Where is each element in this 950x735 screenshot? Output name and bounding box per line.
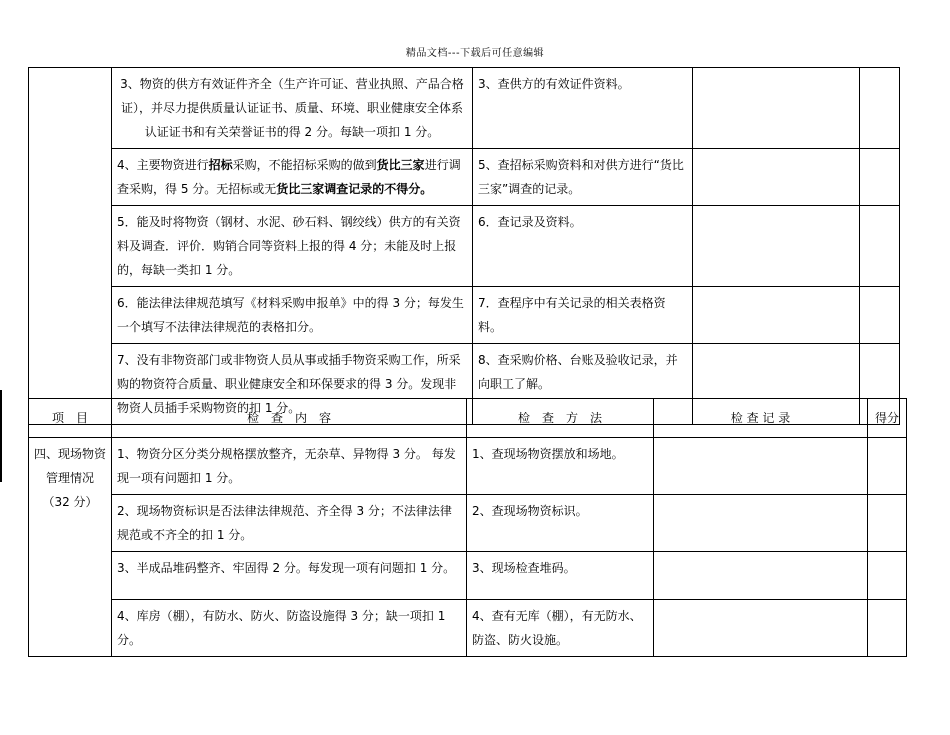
check-method-cell: 3、现场检查堆码。 (467, 552, 654, 600)
item-cell-empty (29, 68, 112, 425)
header-check-method: 检 查 方 法 (467, 399, 654, 438)
category-name: 四、现场物资管理情况 (34, 447, 107, 485)
check-method-cell: 2、查现场物资标识。 (467, 495, 654, 552)
check-record-cell (693, 68, 860, 149)
check-record-cell (693, 149, 860, 206)
check-method-cell: 8、查采购价格、台账及验收记录，并向职工了解。 (473, 344, 693, 425)
table-row (29, 149, 900, 206)
check-record-cell (654, 495, 868, 552)
check-content-cell: 7、没有非物资部门或非物资人员从事或插手物资采购工作，所采购的物资符合质量、职业健康安全和环保要求的得 3 分。发现非物资人员插手采购物资的扣 1 分。 (112, 344, 473, 425)
table-row (29, 438, 907, 495)
page-header-note: 精品文档---下载后可任意编辑 (405, 48, 545, 59)
score-cell (868, 552, 907, 600)
header-item: 项 目 (29, 399, 112, 438)
header-check-record: 检 查 记 录 (654, 399, 868, 438)
check-method-cell: 3、查供方的有效证件资料。 (473, 68, 693, 149)
inspection-table-continued (28, 67, 900, 425)
check-record-cell (654, 600, 868, 657)
header-check-content: 检 查 内 容 (112, 399, 467, 438)
score-cell (860, 68, 900, 149)
check-content-cell: 1、物资分区分类分规格摆放整齐，无杂草、异物得 3 分。 每发现一项有问题扣 1 分。 (112, 438, 467, 495)
check-record-cell (693, 206, 860, 287)
category-points: （32 分） (42, 495, 98, 509)
table-row (29, 206, 900, 287)
score-cell (868, 600, 907, 657)
inspection-table (28, 398, 907, 657)
check-record-cell (693, 287, 860, 344)
check-content-cell: 4、主要物资进行招标采购，不能招标采购的做到货比三家进行调查采购，得 5 分。无招标或无货比三家调查记录的不得分。 (112, 149, 473, 206)
check-content-cell: 3、物资的供方有效证件齐全（生产许可证、营业执照、产品合格证），并尽力提供质量认证证书、质量、环境、职业健康安全体系认证证书和有关荣誉证书的得 2 分。每缺一项扣 1 分。 (112, 68, 473, 149)
check-record-cell (654, 552, 868, 600)
check-content-cell: 5．能及时将物资（钢材、水泥、砂石料、钢绞线）供方的有关资料及调查．评价．购销合同等资料上报的得 4 分；未能及时上报的，每缺一类扣 1 分。 (112, 206, 473, 287)
score-cell (860, 206, 900, 287)
check-content-cell: 2、现场物资标识是否法律法律规范、齐全得 3 分；不法律法律规范或不齐全的扣 1 分。 (112, 495, 467, 552)
check-method-cell: 6．查记录及资料。 (473, 206, 693, 287)
table-row (29, 600, 907, 657)
score-cell (868, 438, 907, 495)
check-method-cell: 7．查程序中有关记录的相关表格资料。 (473, 287, 693, 344)
category-cell (29, 438, 112, 657)
header-score: 得分 (868, 399, 907, 438)
check-content-cell: 3、半成品堆码整齐、牢固得 2 分。每发现一项有问题扣 1 分。 (112, 552, 467, 600)
table-row (29, 495, 907, 552)
table-header-row (29, 399, 907, 438)
left-margin-mark (0, 390, 2, 482)
check-record-cell (654, 438, 868, 495)
score-cell (860, 287, 900, 344)
check-content-cell: 4、库房（棚），有防水、防火、防盗设施得 3 分；缺一项扣 1 分。 (112, 600, 467, 657)
check-method-cell: 5、查招标采购资料和对供方进行“货比三家”调查的记录。 (473, 149, 693, 206)
table-row (29, 287, 900, 344)
table-row (29, 552, 907, 600)
table-row (29, 68, 900, 149)
score-cell (868, 495, 907, 552)
check-method-cell: 1、查现场物资摆放和场地。 (467, 438, 654, 495)
score-cell (860, 149, 900, 206)
check-content-cell: 6．能法律法律规范填写《材料采购申报单》中的得 3 分；每发生一个填写不法律法律规范的表格扣分。 (112, 287, 473, 344)
check-method-cell: 4、查有无库（棚），有无防水、防盗、防火设施。 (467, 600, 654, 657)
